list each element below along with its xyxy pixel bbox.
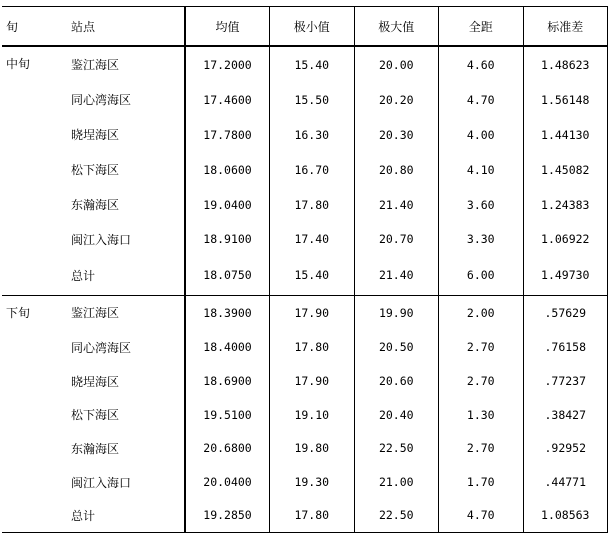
sd-cell: 1.48623 <box>523 46 608 82</box>
mean-cell: 18.9100 <box>185 222 270 256</box>
table-body <box>2 46 608 532</box>
max-cell: 20.00 <box>354 46 439 82</box>
max-cell: 20.80 <box>354 152 439 187</box>
site-cell: 松下海区 <box>71 408 120 422</box>
mean-cell: 18.3900 <box>185 295 270 330</box>
period-cell: 中旬 <box>6 57 31 71</box>
header-period: 旬 <box>2 7 59 47</box>
sd-cell: 1.08563 <box>523 499 608 532</box>
table-row <box>2 398 608 431</box>
min-cell: 17.90 <box>270 364 355 398</box>
range-cell: 2.70 <box>439 330 524 364</box>
sd-cell: 1.49730 <box>523 256 608 295</box>
min-cell: 19.30 <box>270 465 355 499</box>
min-cell: 17.90 <box>270 295 355 330</box>
range-cell: 4.00 <box>439 117 524 152</box>
range-cell: 2.70 <box>439 364 524 398</box>
header-row <box>2 7 608 47</box>
sd-cell: 1.06922 <box>523 222 608 256</box>
sd-cell: 1.24383 <box>523 187 608 222</box>
site-cell: 闽江入海口 <box>71 475 132 490</box>
site-cell: 同心湾海区 <box>71 93 132 107</box>
period-cell <box>2 431 59 465</box>
table-row <box>2 152 608 187</box>
min-cell: 15.40 <box>270 46 355 82</box>
mean-cell: 18.4000 <box>185 330 270 364</box>
sd-cell: .44771 <box>523 465 608 499</box>
min-cell: 17.40 <box>270 222 355 256</box>
min-cell: 17.80 <box>270 499 355 532</box>
range-cell: 4.70 <box>439 499 524 532</box>
table-row <box>2 256 608 295</box>
min-cell: 19.80 <box>270 431 355 465</box>
mean-cell: 20.6800 <box>185 431 270 465</box>
max-cell: 20.60 <box>354 364 439 398</box>
range-cell: 2.70 <box>439 431 524 465</box>
site-cell: 松下海区 <box>71 163 120 177</box>
sd-cell: .57629 <box>523 295 608 330</box>
period-cell <box>2 82 59 117</box>
period-cell <box>2 364 59 398</box>
period-cell <box>2 256 59 295</box>
range-cell: 4.60 <box>439 46 524 82</box>
max-cell: 20.70 <box>354 222 439 256</box>
table-row <box>2 46 608 82</box>
table-row <box>2 465 608 499</box>
range-cell: 2.00 <box>439 295 524 330</box>
max-cell: 20.30 <box>354 117 439 152</box>
max-cell: 21.40 <box>354 187 439 222</box>
range-cell: 4.10 <box>439 152 524 187</box>
site-cell: 总计 <box>59 256 185 295</box>
range-cell: 4.70 <box>439 82 524 117</box>
min-cell: 19.10 <box>270 398 355 431</box>
site-cell: 晓埕海区 <box>71 128 120 142</box>
period-cell <box>2 499 59 532</box>
mean-cell: 18.0600 <box>185 152 270 187</box>
mean-cell: 17.2000 <box>185 46 270 82</box>
period-cell <box>2 398 59 431</box>
header-sd: 标准差 <box>523 7 608 47</box>
mean-cell: 20.0400 <box>185 465 270 499</box>
period-cell <box>2 152 59 187</box>
table-row <box>2 295 608 330</box>
header-mean: 均值 <box>185 7 270 47</box>
site-cell: 东瀚海区 <box>71 441 120 456</box>
site-cell: 总计 <box>59 499 185 532</box>
period-cell <box>2 187 59 222</box>
min-cell: 17.80 <box>270 187 355 222</box>
sd-cell: 1.45082 <box>523 152 608 187</box>
max-cell: 21.00 <box>354 465 439 499</box>
site-cell: 东瀚海区 <box>71 198 120 212</box>
sd-cell: .38427 <box>523 398 608 431</box>
table-row <box>2 222 608 256</box>
range-cell: 3.30 <box>439 222 524 256</box>
min-cell: 17.80 <box>270 330 355 364</box>
min-cell: 16.70 <box>270 152 355 187</box>
period-cell <box>2 222 59 256</box>
mean-cell: 18.0750 <box>185 256 270 295</box>
mean-cell: 17.7800 <box>185 117 270 152</box>
header-site: 站点 <box>59 7 185 47</box>
table-row <box>2 364 608 398</box>
mean-cell: 19.2850 <box>185 499 270 532</box>
max-cell: 20.20 <box>354 82 439 117</box>
period-cell <box>2 330 59 364</box>
max-cell: 19.90 <box>354 295 439 330</box>
header-max: 极大值 <box>354 7 439 47</box>
site-cell: 鉴江海区 <box>71 306 120 321</box>
max-cell: 20.40 <box>354 398 439 431</box>
range-cell: 6.00 <box>439 256 524 295</box>
min-cell: 15.50 <box>270 82 355 117</box>
max-cell: 22.50 <box>354 499 439 532</box>
sd-cell: 1.44130 <box>523 117 608 152</box>
statistics-table <box>2 6 608 533</box>
site-cell: 晓埕海区 <box>71 374 120 389</box>
mean-cell: 17.4600 <box>185 82 270 117</box>
mean-cell: 19.5100 <box>185 398 270 431</box>
table-row <box>2 82 608 117</box>
table-row <box>2 431 608 465</box>
table-row <box>2 330 608 364</box>
max-cell: 20.50 <box>354 330 439 364</box>
range-cell: 1.30 <box>439 398 524 431</box>
site-cell: 闽江入海口 <box>71 232 132 247</box>
site-cell: 同心湾海区 <box>71 340 132 355</box>
max-cell: 22.50 <box>354 431 439 465</box>
sd-cell: 1.56148 <box>523 82 608 117</box>
table-row <box>2 117 608 152</box>
range-cell: 1.70 <box>439 465 524 499</box>
min-cell: 16.30 <box>270 117 355 152</box>
table-row <box>2 187 608 222</box>
header-min: 极小值 <box>270 7 355 47</box>
table-row <box>2 499 608 532</box>
header-range: 全距 <box>439 7 524 47</box>
mean-cell: 19.0400 <box>185 187 270 222</box>
period-cell <box>2 465 59 499</box>
min-cell: 15.40 <box>270 256 355 295</box>
sd-cell: .77237 <box>523 364 608 398</box>
period-cell: 下旬 <box>6 305 31 320</box>
mean-cell: 18.6900 <box>185 364 270 398</box>
period-cell <box>2 117 59 152</box>
sd-cell: .76158 <box>523 330 608 364</box>
range-cell: 3.60 <box>439 187 524 222</box>
sd-cell: .92952 <box>523 431 608 465</box>
max-cell: 21.40 <box>354 256 439 295</box>
site-cell: 鉴江海区 <box>71 58 120 72</box>
